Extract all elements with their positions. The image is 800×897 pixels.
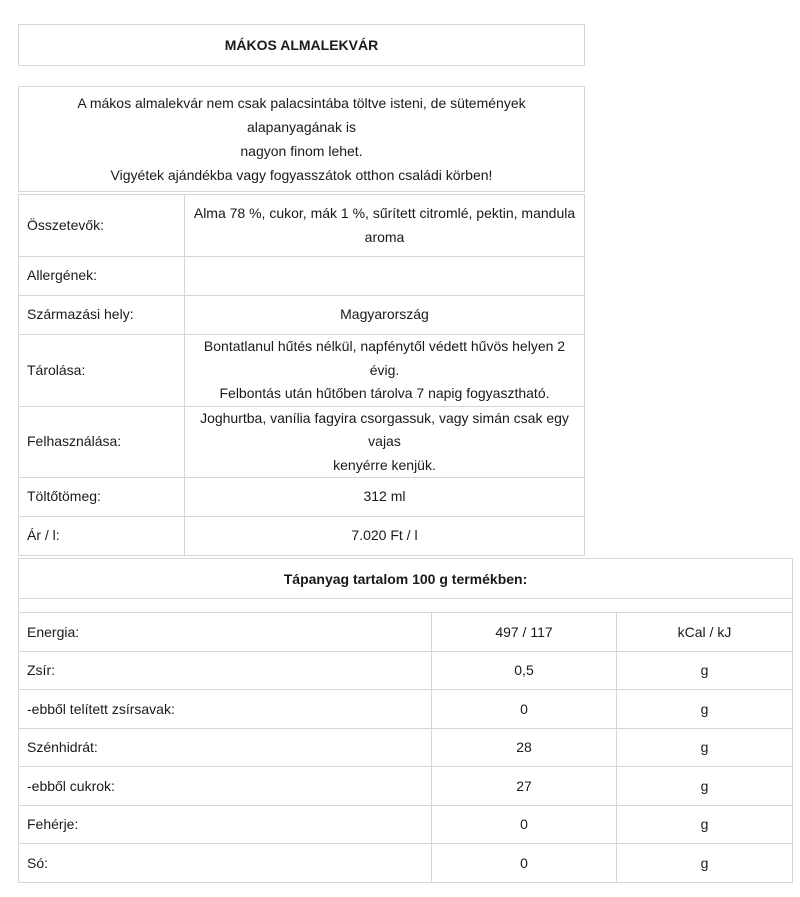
- info-value-line: Felbontás után hűtőben tárolva 7 napig fogyasztható.: [219, 385, 550, 401]
- nutrient-value: 0: [432, 805, 617, 844]
- nutrient-value: 497 / 117: [432, 613, 617, 652]
- nutrition-row: [19, 690, 793, 729]
- info-row-usage: [19, 406, 585, 478]
- description-line: Vigyétek ajándékba vagy fogyasszátok otthon családi körben!: [110, 167, 493, 183]
- nutrition-spacer-row: [19, 599, 793, 613]
- info-row-storage: [19, 335, 585, 407]
- info-value-line: Bontatlanul hűtés nélkül, napfénytől védett hűvös helyen 2 évig.: [203, 338, 566, 378]
- nutrition-header: Tápanyag tartalom 100 g termékben:: [19, 559, 793, 599]
- info-row-unit-price: [19, 517, 585, 556]
- description-line: A mákos almalekvár nem csak palacsintába töltve isteni, de sütemények alapanyagának is: [77, 95, 526, 135]
- description-line: nagyon finom lehet.: [240, 143, 363, 159]
- nutrient-label: Zsír:: [19, 651, 432, 690]
- nutrition-spacer: [19, 599, 793, 613]
- nutrition-row: [19, 767, 793, 806]
- nutrient-unit: kCal / kJ: [617, 613, 793, 652]
- title-box: [18, 24, 585, 66]
- nutrient-label: -ebből cukrok:: [19, 767, 432, 806]
- info-value: [185, 195, 585, 257]
- info-label: Allergének:: [19, 257, 185, 296]
- nutrient-label: Szénhidrát:: [19, 728, 432, 767]
- info-value: 312 ml: [185, 478, 585, 517]
- nutrient-value: 27: [432, 767, 617, 806]
- nutrition-row: [19, 805, 793, 844]
- nutrition-row: [19, 844, 793, 883]
- product-info-table: [18, 194, 585, 556]
- nutrient-unit: g: [617, 805, 793, 844]
- info-value-line: Alma 78 %, cukor, mák 1 %, sűrített citromlé, pektin, mandula: [193, 205, 576, 221]
- nutrient-label: -ebből telített zsírsavak:: [19, 690, 432, 729]
- info-label: Felhasználása:: [19, 406, 185, 478]
- nutrition-row: [19, 728, 793, 767]
- info-row-net-volume: [19, 478, 585, 517]
- nutrient-label: Só:: [19, 844, 432, 883]
- info-row-ingredients: [19, 195, 585, 257]
- info-label: Származási hely:: [19, 296, 185, 335]
- nutrition-row: [19, 613, 793, 652]
- nutrient-value: 0: [432, 844, 617, 883]
- nutrient-label: Fehérje:: [19, 805, 432, 844]
- description-box: [18, 86, 585, 192]
- nutrient-label: Energia:: [19, 613, 432, 652]
- info-row-allergens: [19, 257, 585, 296]
- description: [19, 87, 585, 192]
- info-value: [185, 335, 585, 407]
- info-value: Magyarország: [185, 296, 585, 335]
- info-value: [185, 257, 585, 296]
- nutrient-unit: g: [617, 728, 793, 767]
- nutrient-value: 28: [432, 728, 617, 767]
- nutrient-unit: g: [617, 651, 793, 690]
- info-value: 7.020 Ft / l: [185, 517, 585, 556]
- info-label: Összetevők:: [19, 195, 185, 257]
- info-value-line: kenyérre kenjük.: [333, 456, 436, 473]
- nutrition-table: [18, 558, 793, 883]
- info-row-origin: [19, 296, 585, 335]
- nutrient-value: 0: [432, 690, 617, 729]
- nutrient-value: 0,5: [432, 651, 617, 690]
- info-value-line: Joghurtba, vanília fagyira csorgassuk, vagy simán csak egy vajas: [200, 409, 569, 449]
- nutrient-unit: g: [617, 690, 793, 729]
- nutrient-unit: g: [617, 767, 793, 806]
- nutrition-row: [19, 651, 793, 690]
- nutrient-unit: g: [617, 844, 793, 883]
- info-label: Ár / l:: [19, 517, 185, 556]
- info-value: [185, 406, 585, 478]
- info-label: Töltőtömeg:: [19, 478, 185, 517]
- nutrition-header-row: [19, 559, 793, 599]
- product-title: MÁKOS ALMALEKVÁR: [19, 25, 585, 66]
- info-label: Tárolása:: [19, 335, 185, 407]
- info-value-line: aroma: [364, 228, 405, 245]
